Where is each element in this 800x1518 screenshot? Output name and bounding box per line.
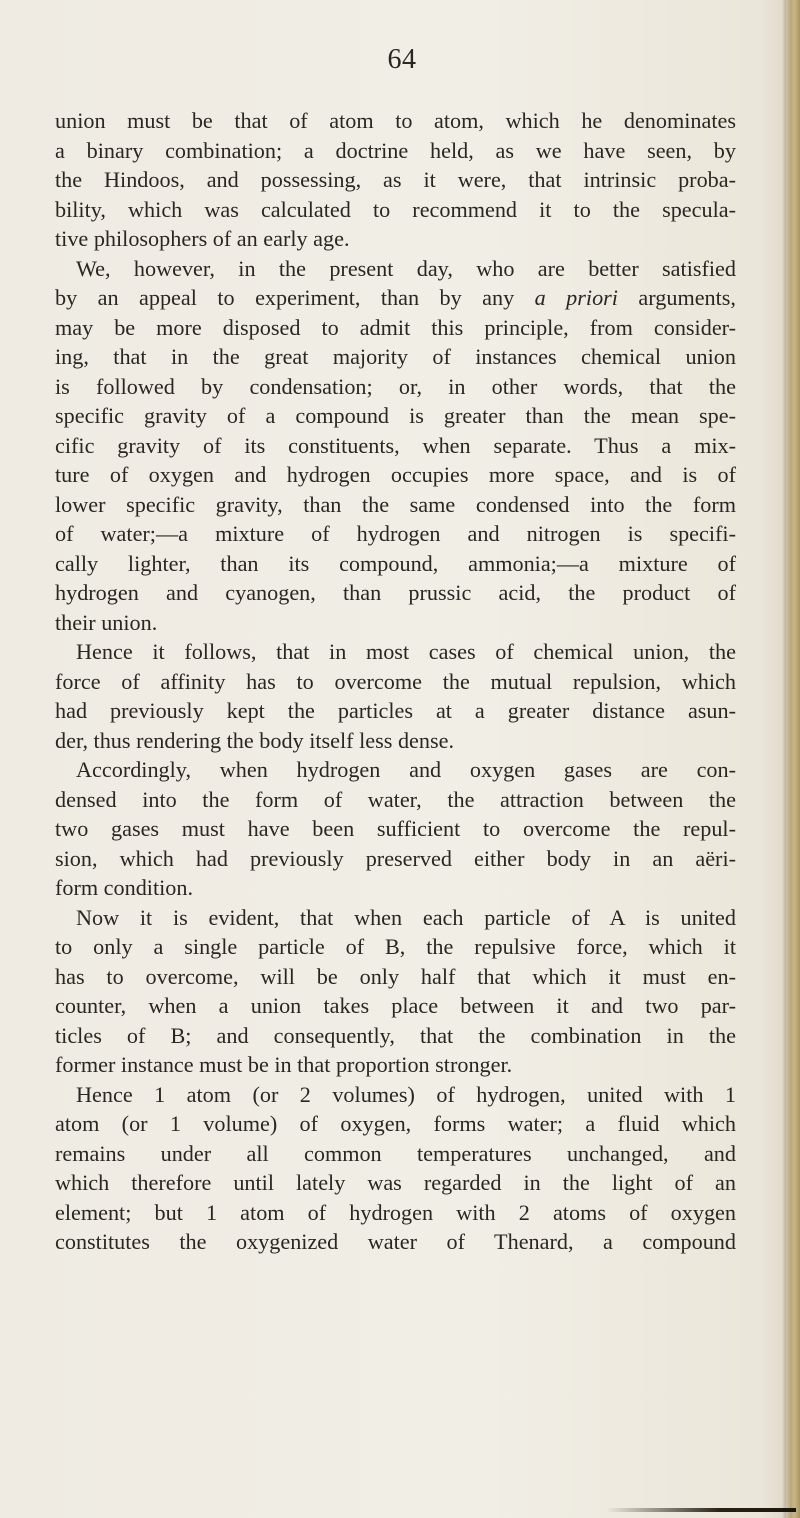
text-line: Hence it follows, that in most cases of chemical union, the: [76, 639, 736, 664]
text-line: specific gravity of a compound is greater than the mean spe-: [55, 403, 736, 428]
text-line: cific gravity of its constituents, when separate. Thus a mix-: [55, 432, 736, 458]
text-line: has to overcome, will be only half that which it must en-: [55, 963, 736, 989]
text-line: bility, which was calculated to recommend it to the specula-: [55, 196, 736, 222]
text-line: of water;—a mixture of hydrogen and nitrogen is specifi-: [55, 521, 736, 546]
text-line: had previously kept the particles at a greater distance asun-: [55, 698, 736, 723]
text-line: the Hindoos, and possessing, as it were, that intrinsic proba-: [55, 167, 736, 192]
page-bottom-shadow: [606, 1508, 796, 1512]
text-line: Now it is evident, that when each particle of A is united: [76, 904, 736, 930]
text-line: We, however, in the present day, who are better satisfied: [76, 255, 736, 281]
text-line: lower specific gravity, than the same condensed into the form: [55, 491, 736, 517]
text-line: ture of oxygen and hydrogen occupies more space, and is of: [55, 462, 736, 487]
text-line: their union.: [55, 609, 158, 635]
text-line: element; but 1 atom of hydrogen with 2 atoms of oxygen: [55, 1199, 736, 1225]
text-line: tive philosophers of an early age.: [55, 226, 350, 251]
text-line: Accordingly, when hydrogen and oxygen gases are con-: [76, 757, 736, 782]
text-line: sion, which had previously preserved either body in an aëri-: [55, 845, 736, 871]
text-line: ticles of B; and consequently, that the combination in the: [55, 1022, 736, 1048]
text-line: a binary combination; a doctrine held, as we have seen, by: [55, 137, 736, 163]
text-line: [55, 283, 736, 313]
page-number: 64: [387, 44, 417, 75]
text-line: form condition.: [55, 875, 194, 900]
text-line: cally lighter, than its compound, ammonia;—a mixture of: [55, 550, 736, 576]
text-line: constitutes the oxygenized water of Thenard, a compound: [55, 1229, 736, 1254]
text-line: Hence 1 atom (or 2 volumes) of hydrogen, united with 1: [76, 1081, 736, 1107]
text-line: ing, that in the great majority of instances chemical union: [55, 344, 736, 369]
italic-phrase: a priori: [534, 285, 618, 310]
text-line: der, thus rendering the body itself less dense.: [55, 727, 455, 753]
text-fragment: arguments,: [617, 285, 736, 310]
text-line: counter, when a union takes place between it and two par-: [55, 993, 736, 1018]
text-line: force of affinity has to overcome the mutual repulsion, which: [55, 668, 736, 694]
text-line: is followed by condensation; or, in other words, that the: [55, 373, 736, 399]
text-line: atom (or 1 volume) of oxygen, forms water; a fluid which: [55, 1111, 736, 1136]
text-line: hydrogen and cyanogen, than prussic acid, the product of: [55, 580, 736, 605]
text-line: densed into the form of water, the attraction between the: [55, 786, 736, 812]
text-line: remains under all common temperatures unchanged, and: [55, 1140, 736, 1166]
body-text: [55, 106, 736, 1257]
text-line: union must be that of atom to atom, which he denominates: [55, 108, 736, 133]
text-line: may be more disposed to admit this principle, from consider-: [55, 314, 736, 340]
text-fragment: by an appeal to experiment, than by any: [55, 285, 535, 310]
page-edge: [786, 0, 800, 1518]
text-line: which therefore until lately was regarded in the light of an: [55, 1170, 736, 1195]
text-line: former instance must be in that proportion stronger.: [55, 1052, 513, 1077]
text-line: to only a single particle of B, the repulsive force, which it: [55, 934, 736, 959]
text-line: two gases must have been sufficient to overcome the repul-: [55, 816, 736, 841]
